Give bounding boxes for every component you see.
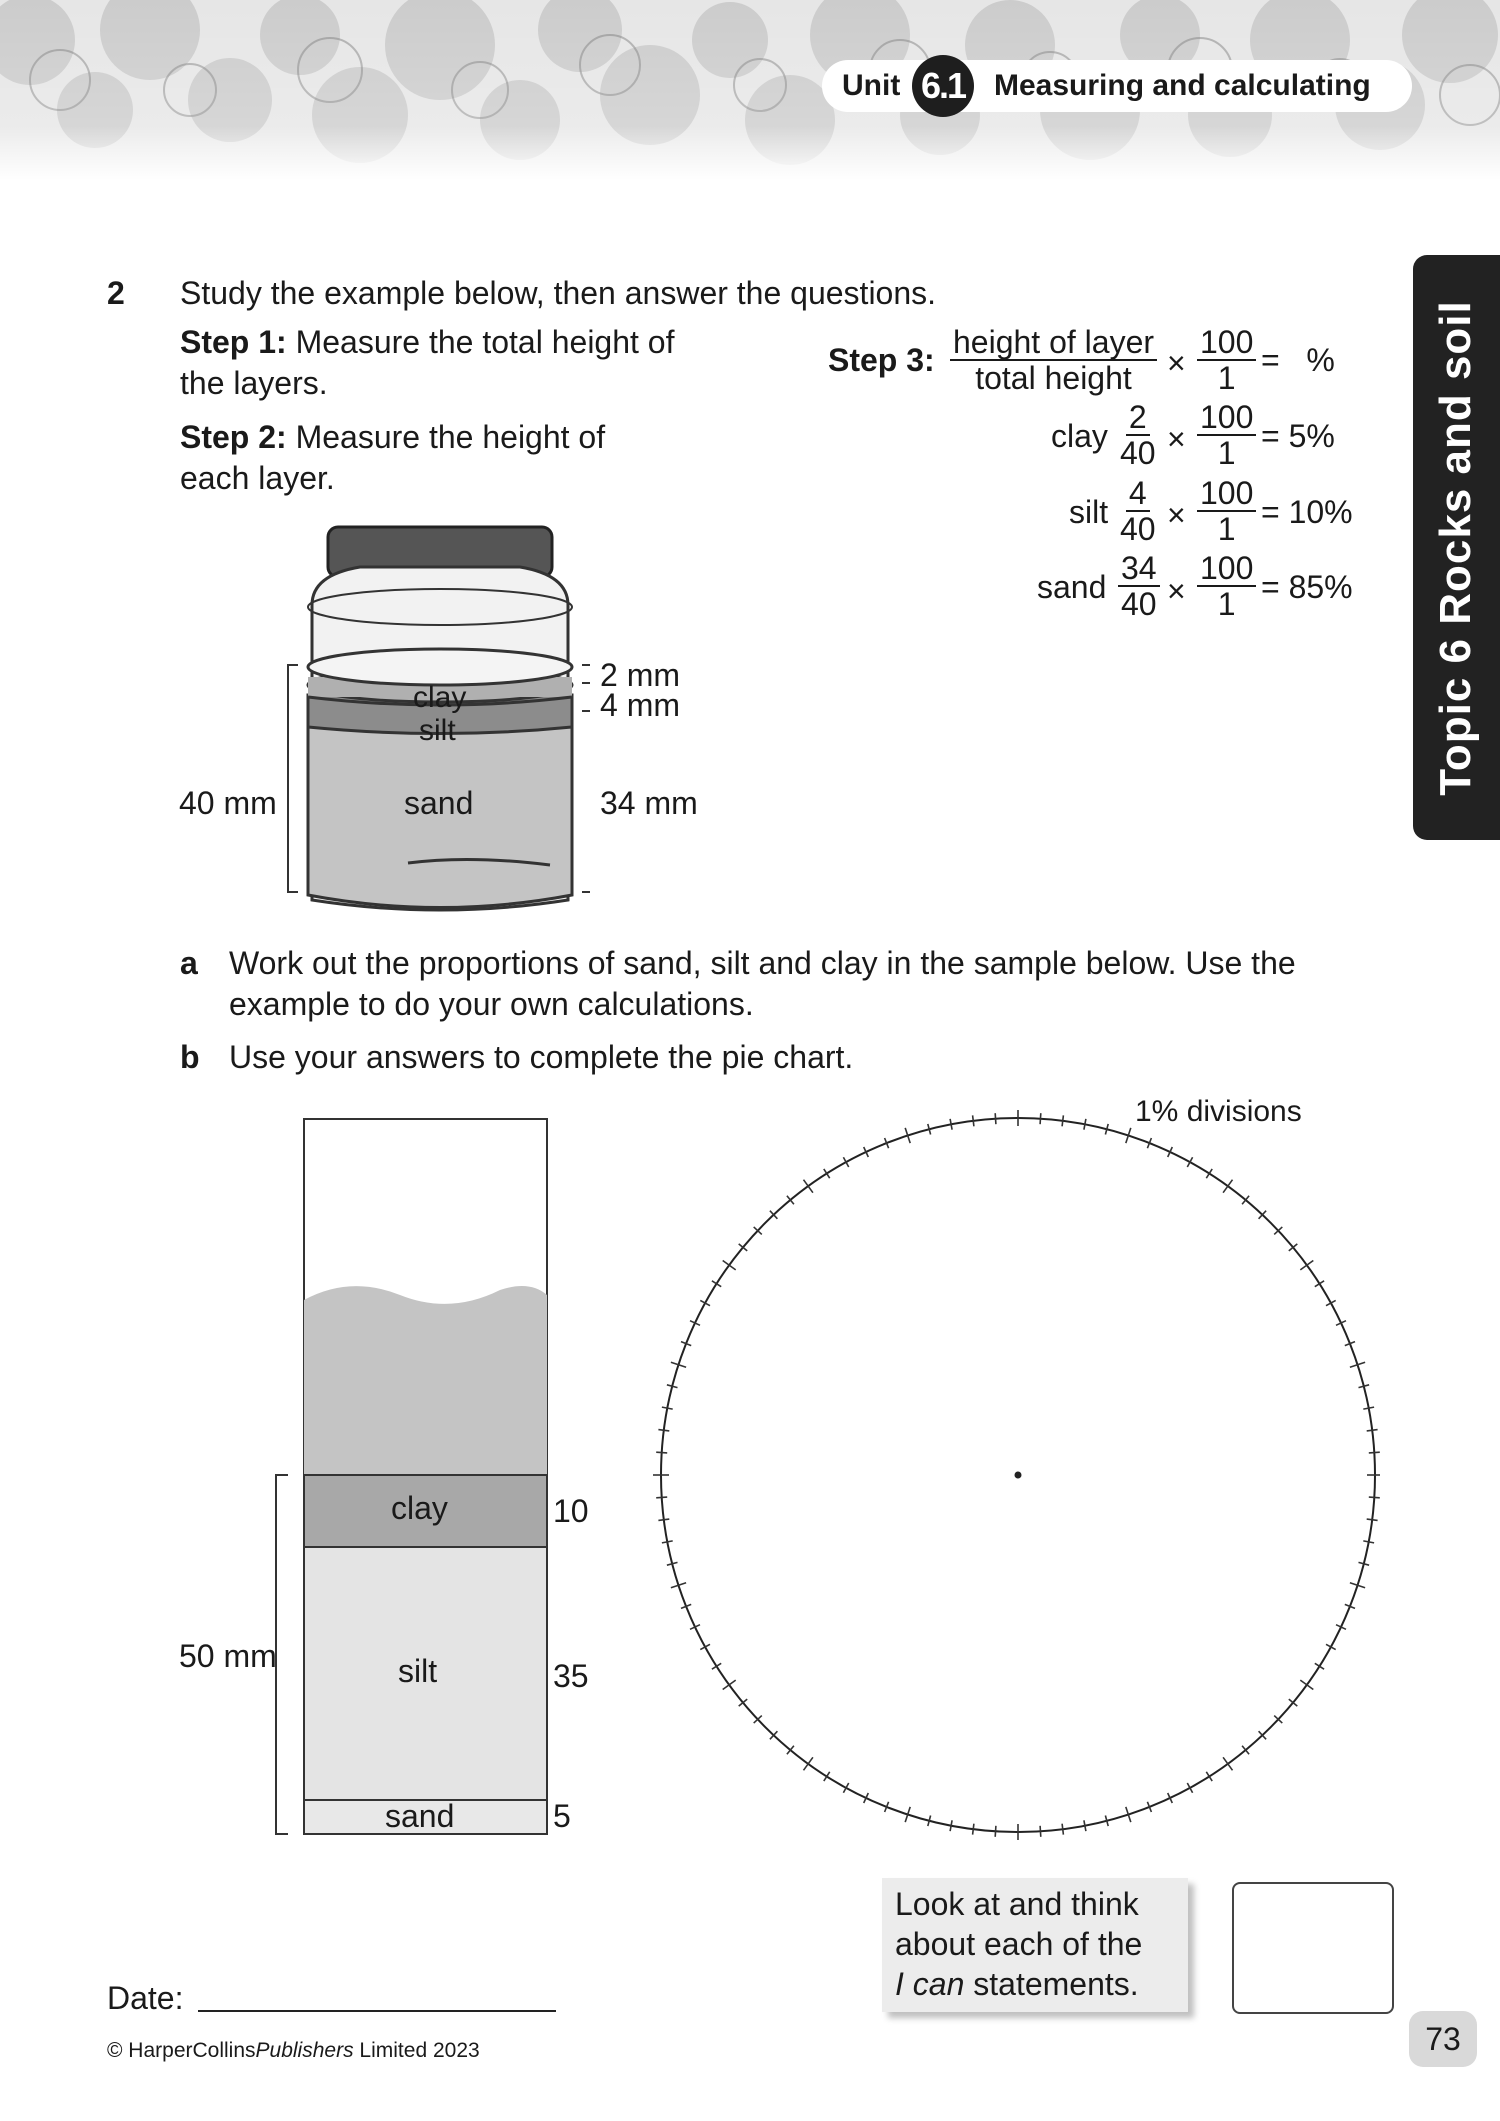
pie-chart[interactable] <box>640 1100 1380 1840</box>
sand-numerator: 34 <box>1118 551 1160 587</box>
silt-bracket <box>582 683 590 711</box>
pie-division-tick <box>656 1497 667 1498</box>
unit-pill <box>822 60 1412 112</box>
copyright-post: Limited 2023 <box>353 2039 480 2062</box>
pie-division-tick <box>1369 1497 1380 1498</box>
reflection-note <box>882 1878 1188 2012</box>
sample-total-label: 50 mm <box>179 1638 277 1674</box>
step1-label: Step 1: <box>180 324 287 360</box>
clay-hundred-fraction <box>1197 400 1256 470</box>
date-label: Date: <box>107 1980 184 2016</box>
clay-hundred-numerator: 100 <box>1197 400 1256 436</box>
question-number: 2 <box>107 275 125 311</box>
pie-division-tick <box>995 1113 996 1124</box>
pie-centre <box>1015 1472 1022 1479</box>
clay-numerator: 2 <box>1126 400 1150 436</box>
part-a-line1: Work out the proportions of sand, silt and clay in the sample below. Use the <box>229 945 1296 981</box>
step2-label: Step 2: <box>180 419 287 455</box>
pie-division-tick <box>1369 1452 1380 1453</box>
sample-clay-label: clay <box>391 1490 448 1526</box>
clay-denominator: 40 <box>1120 435 1156 471</box>
sand-hundred-numerator: 100 <box>1197 551 1256 587</box>
jar-silt-mm: 4 mm <box>600 687 680 723</box>
part-a-label: a <box>180 945 198 981</box>
sample-clay-value: 10 <box>553 1493 589 1529</box>
times-sign: × <box>1167 421 1186 457</box>
general-fraction <box>950 325 1157 395</box>
general-numerator: height of layer <box>950 325 1157 361</box>
times-sign: × <box>1167 497 1186 533</box>
unit-word: Unit <box>842 69 901 102</box>
page-number: 73 <box>1409 2011 1477 2067</box>
part-b-label: b <box>180 1039 200 1075</box>
formula-silt-label: silt <box>1069 494 1109 530</box>
formula-clay-result: = 5% <box>1261 418 1335 454</box>
jar-clay-mm: 2 mm <box>600 657 680 693</box>
jar-sand-label: sand <box>404 785 474 821</box>
formula-sand-result: = 85% <box>1261 569 1353 605</box>
sand-denominator: 40 <box>1121 586 1157 622</box>
step2-line2: each layer. <box>180 460 335 496</box>
copyright <box>107 2037 480 2065</box>
sand-hundred-fraction <box>1197 551 1256 621</box>
step2-text: Measure the height of <box>286 419 606 455</box>
clay-hundred-denominator: 1 <box>1217 435 1236 471</box>
silt-hundred-fraction <box>1197 476 1256 546</box>
note-line3-rest: statements. <box>964 1966 1139 2002</box>
step1-line1 <box>180 322 674 363</box>
note-line2: about each of the <box>895 1926 1143 1962</box>
jar-total-label: 40 mm <box>179 785 277 821</box>
times-sign: × <box>1167 345 1186 381</box>
total-bracket <box>288 665 298 892</box>
step2-line1 <box>180 417 605 458</box>
sample-silt-value: 35 <box>553 1658 589 1694</box>
general-result: = % <box>1261 342 1335 378</box>
formula-sand-label: sand <box>1037 569 1107 605</box>
hundred-numerator: 100 <box>1197 325 1256 361</box>
sample-silt-label: silt <box>398 1653 438 1689</box>
silt-fraction <box>1120 476 1156 546</box>
note-i-can: I can <box>895 1966 965 2002</box>
topic-side-label: Topic 6 Rocks and soil <box>1431 300 1480 796</box>
sample-water <box>304 1286 547 1475</box>
sample-sand-label: sand <box>385 1798 455 1834</box>
note-line3 <box>895 1964 1139 2005</box>
unit-number-badge: 6.1 <box>912 55 974 117</box>
step1-line2: the layers. <box>180 365 328 401</box>
jar-clay-label: clay <box>413 681 467 714</box>
clay-bracket <box>582 665 590 683</box>
pie-division-tick <box>1040 1826 1041 1837</box>
sample-column <box>270 1115 560 1835</box>
sand-fraction <box>1118 551 1160 621</box>
self-assessment-box[interactable] <box>1232 1882 1394 2014</box>
part-a-line2: example to do your own calculations. <box>229 986 754 1022</box>
date-line[interactable] <box>198 2010 556 2012</box>
step3-label: Step 3: <box>828 342 935 378</box>
hundred-denominator: 1 <box>1217 360 1236 396</box>
general-denominator: total height <box>975 360 1132 396</box>
pie-division-tick <box>656 1452 667 1453</box>
silt-hundred-numerator: 100 <box>1197 476 1256 512</box>
silt-hundred-denominator: 1 <box>1217 511 1236 547</box>
jar-silt-label: silt <box>419 714 456 747</box>
formula-silt-result: = 10% <box>1261 494 1353 530</box>
jar-sand-mm: 34 mm <box>600 785 698 821</box>
sample-total-bracket <box>276 1475 288 1834</box>
sand-bracket <box>582 711 590 892</box>
copyright-pre: © HarperCollins <box>107 2039 256 2062</box>
silt-denominator: 40 <box>1120 511 1156 547</box>
sample-sand-value: 5 <box>553 1798 571 1834</box>
silt-numerator: 4 <box>1126 476 1150 512</box>
clay-fraction <box>1120 400 1156 470</box>
unit-title: Measuring and calculating <box>994 69 1371 102</box>
part-b-text: Use your answers to complete the pie chart. <box>229 1039 854 1075</box>
hundred-fraction <box>1197 325 1256 395</box>
pie-divisions-label: 1% divisions <box>1135 1095 1302 1128</box>
sand-hundred-denominator: 1 <box>1217 586 1236 622</box>
formula-clay-label: clay <box>1051 418 1108 454</box>
note-line1: Look at and think <box>895 1886 1139 1922</box>
pie-division-tick <box>1040 1113 1041 1124</box>
copyright-italic: Publishers <box>255 2039 354 2062</box>
times-sign: × <box>1167 573 1186 609</box>
step1-text: Measure the total height of <box>286 324 675 360</box>
question-intro: Study the example below, then answer the questions. <box>180 275 937 311</box>
pie-division-tick <box>995 1826 996 1837</box>
